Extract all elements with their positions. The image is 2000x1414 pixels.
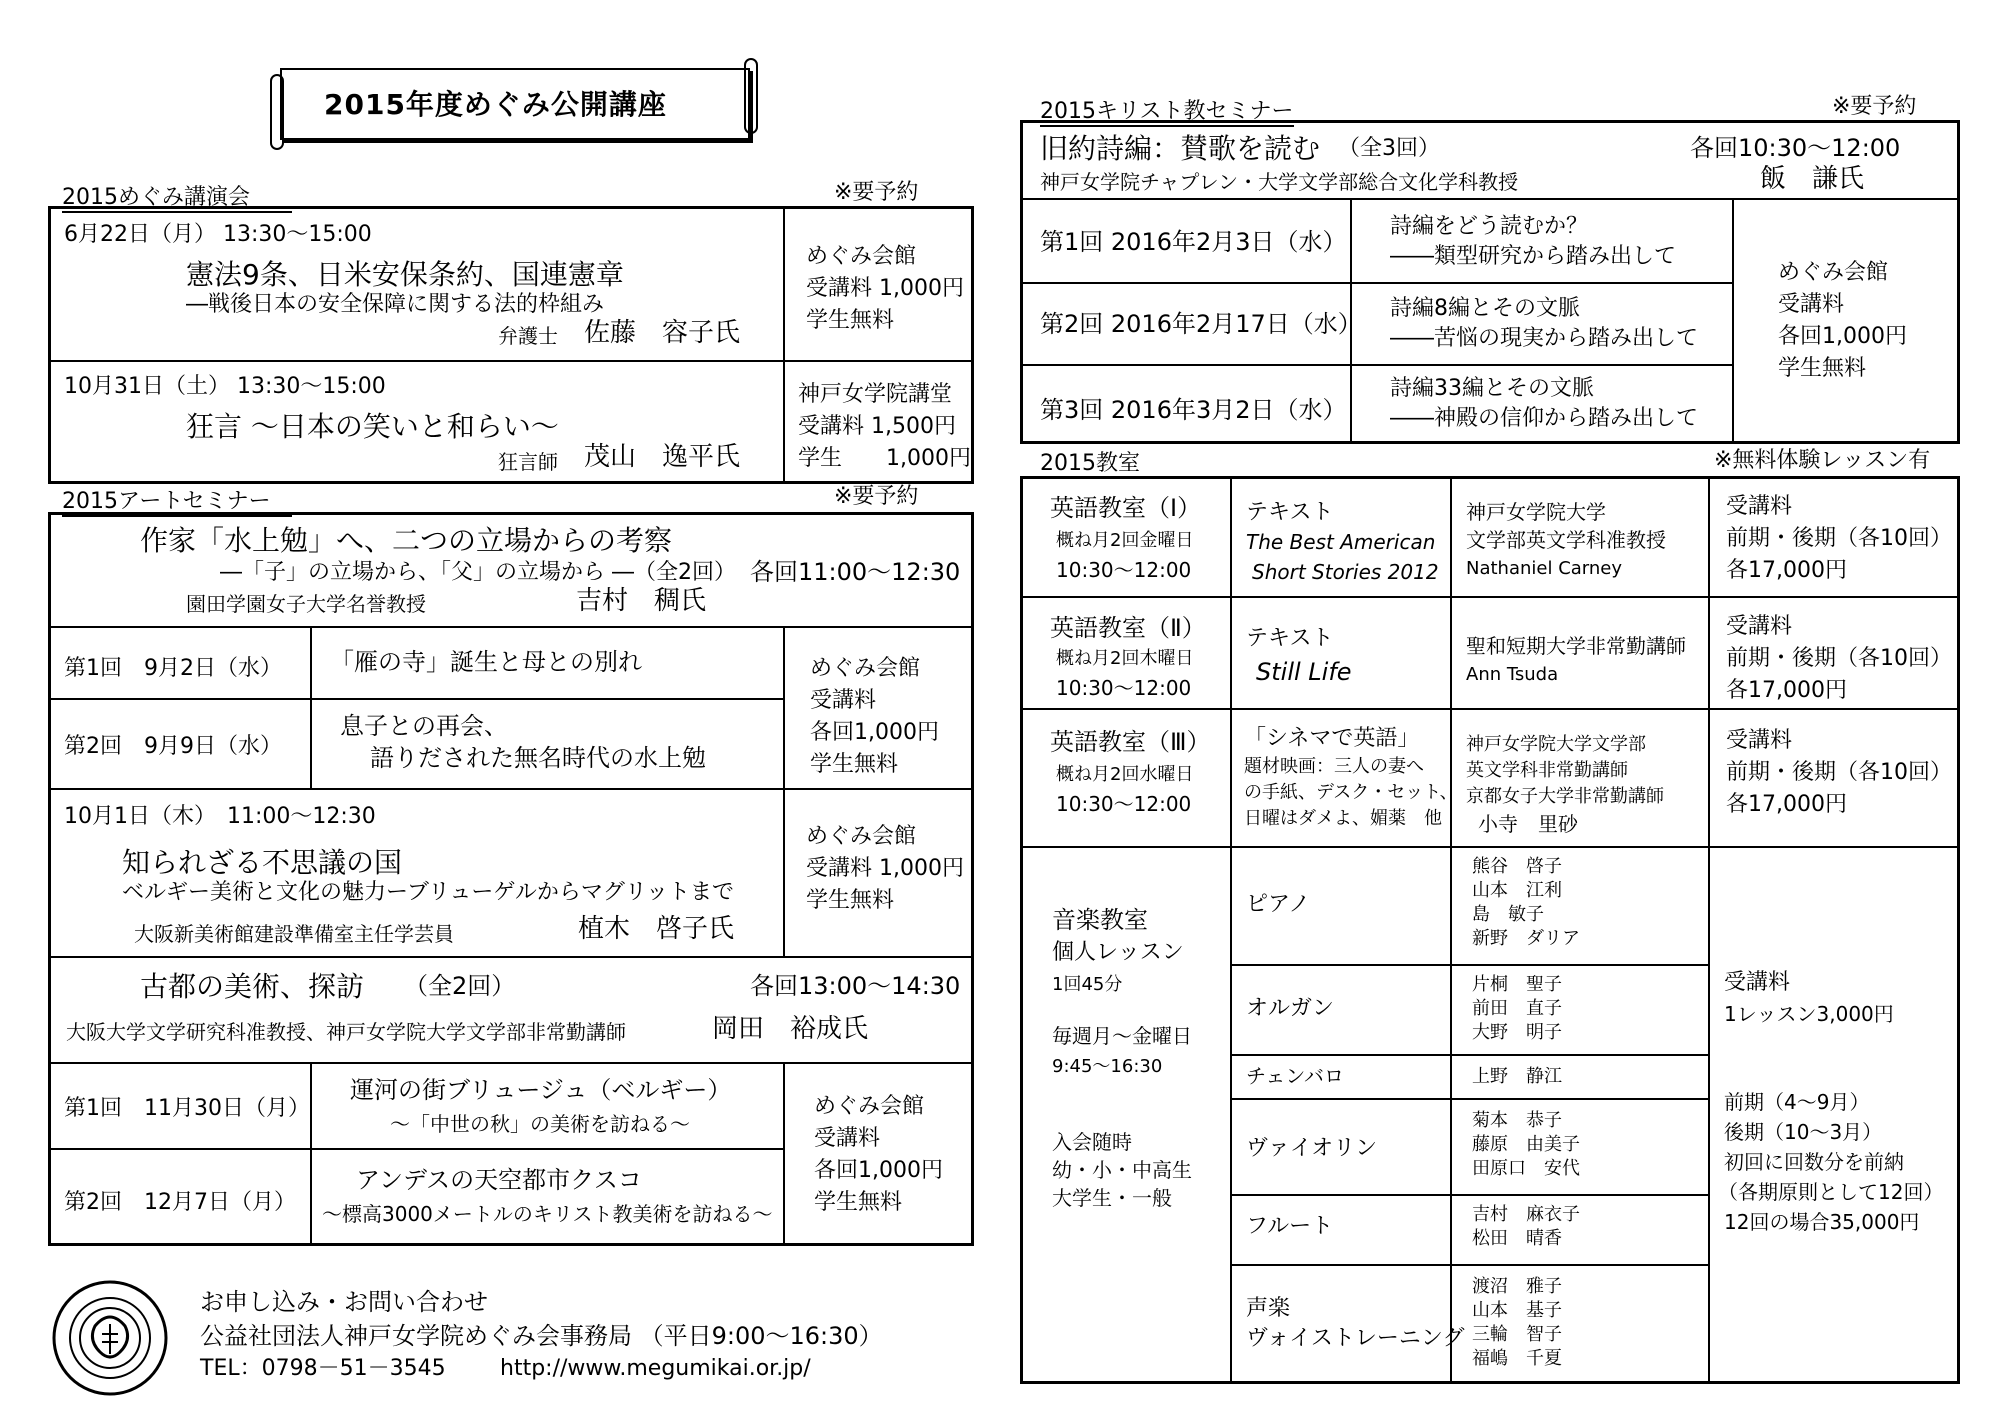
christian-speaker: 飯 謙氏	[1760, 164, 1865, 194]
divider	[783, 206, 785, 484]
lecture1-date: 6月22日（月） 13:30～15:00	[64, 222, 372, 247]
christian-s2-topic1: 詩編8編とその文脈	[1390, 296, 1580, 321]
contact-url[interactable]: http://www.megumikai.or.jp/	[500, 1356, 811, 1381]
english3-text-line2: の手紙、デスク・セット、	[1244, 782, 1458, 803]
divider	[48, 1148, 784, 1150]
art2-subtitle: ベルギー美術と文化の魅力ーブリューゲルからマグリットまで	[122, 880, 735, 905]
music-join2: 幼・小・中高生	[1052, 1158, 1192, 1182]
english2-text-label: テキスト	[1246, 626, 1334, 651]
lecture1-title: 憲法9条、日米安保条約、国連憲章	[186, 258, 624, 291]
instrument-voice-training: ヴォイストレーニング	[1246, 1326, 1465, 1351]
art2-affil: 大阪新美術館建設準備室主任学芸員	[134, 922, 454, 946]
organ-teacher: 片桐 聖子	[1472, 974, 1562, 995]
english3-time: 10:30～12:00	[1056, 792, 1192, 816]
english3-teacher-affil2: 英文学科非常勤講師	[1466, 760, 1628, 781]
music-hours: 9:45～16:30	[1052, 1056, 1163, 1077]
art3-s1-topic2: ～「中世の秋」の美術を訪ねる～	[390, 1112, 690, 1136]
instrument-vocal: 声楽	[1246, 1296, 1291, 1321]
instrument-flute: フルート	[1246, 1214, 1334, 1239]
flute-teacher: 吉村 麻衣子	[1472, 1204, 1580, 1225]
music-join3: 大学生・一般	[1052, 1186, 1172, 1210]
art1-venue: めぐみ会館	[810, 656, 921, 681]
organ-teacher: 前田 直子	[1472, 998, 1562, 1019]
piano-teacher: 山本 江利	[1472, 880, 1562, 901]
christian-s1-topic1: 詩編をどう読むか？	[1390, 214, 1589, 239]
english3-text-line3: 日曜はダメよ、媚薬 他	[1244, 808, 1442, 829]
art3-s2-date: 第2回 12月7日（月）	[64, 1190, 296, 1215]
divider	[48, 698, 784, 700]
english3-text-label: 「シネマで英語」	[1244, 726, 1420, 751]
art1-speaker: 吉村 稠氏	[576, 586, 707, 616]
divider	[48, 1062, 974, 1064]
lecture1-subtitle: ―戦後日本の安全保障に関する法的枠組み	[186, 292, 605, 317]
divider	[1020, 198, 1960, 200]
music-second-term: 後期（10～3月）	[1724, 1120, 1883, 1144]
english2-fee-terms: 前期・後期（各10回）	[1726, 646, 1952, 671]
christian-s2-date: 第2回 2016年2月17日（水）	[1040, 310, 1362, 338]
lecture2-title: 狂言 ～日本の笑いと和らい～	[186, 410, 559, 443]
christian-title: 旧約詩編：賛歌を読む	[1040, 132, 1321, 165]
english3-fee-amount: 各17,000円	[1726, 792, 1847, 817]
divider	[1020, 846, 1960, 848]
title-scroll-left	[270, 74, 284, 150]
art2-speaker: 植木 啓子氏	[578, 914, 735, 944]
contact-org: 公益社団法人神戸女学院めぐみ会事務局 （平日9:00～16:30）	[200, 1322, 883, 1350]
instrument-piano: ピアノ	[1246, 892, 1311, 917]
vocal-teacher: 山本 基子	[1472, 1300, 1562, 1321]
english2-schedule: 概ね月2回木曜日	[1056, 648, 1194, 669]
english1-teacher-affil1: 神戸女学院大学	[1466, 500, 1606, 524]
section-christian: 2015キリスト教セミナー	[1040, 94, 1294, 127]
vocal-teacher: 福嶋 千夏	[1472, 1348, 1562, 1369]
english1-teacher: Nathaniel Carney	[1466, 558, 1623, 579]
page-title: 2015年度めぐみ公開講座	[324, 88, 667, 121]
divider	[48, 360, 974, 362]
music-sub: 個人レッスン	[1052, 940, 1184, 965]
english2-text-title: Still Life	[1256, 658, 1352, 686]
english2-time: 10:30～12:00	[1056, 676, 1192, 700]
school-seal-logo	[50, 1278, 170, 1398]
divider	[1732, 198, 1734, 444]
divider	[1230, 1194, 1708, 1196]
flute-teacher: 松田 晴香	[1472, 1228, 1562, 1249]
english2-fee-amount: 各17,000円	[1726, 678, 1847, 703]
instrument-violin: ヴァイオリン	[1246, 1136, 1378, 1161]
music-days: 毎週月～金曜日	[1052, 1024, 1192, 1048]
lecture1-role: 弁護士	[498, 324, 558, 348]
art1-fee: 受講料	[810, 688, 877, 713]
music-fee-label: 受講料	[1724, 970, 1791, 995]
art1-title: 作家「水上勉」へ、二つの立場からの考察	[140, 524, 673, 557]
art3-speaker: 岡田 裕成氏	[712, 1014, 869, 1044]
lecture2-role: 狂言師	[498, 450, 558, 474]
art3-student: 学生無料	[814, 1190, 903, 1215]
art1-s1-topic: 「雁の寺」誕生と母との別れ	[330, 648, 642, 676]
english1-text-title1: The Best American	[1246, 530, 1436, 554]
contact-heading: お申し込み・お問い合わせ	[200, 1288, 488, 1316]
english1-teacher-affil2: 文学部英文学科准教授	[1466, 528, 1666, 552]
music-12-lessons-fee: 12回の場合35,000円	[1724, 1210, 1920, 1234]
title-banner	[280, 68, 750, 140]
christian-student: 学生無料	[1778, 356, 1867, 381]
english1-fee-terms: 前期・後期（各10回）	[1726, 526, 1952, 551]
reservation-note: ※要予約	[834, 484, 919, 509]
english2-fee-label: 受講料	[1726, 614, 1793, 639]
art3-s1-topic1: 運河の街ブリュージュ（ベルギー）	[350, 1076, 732, 1104]
lecture1-speaker: 佐藤 容子氏	[584, 318, 741, 348]
art1-fee-each: 各回1,000円	[810, 720, 939, 745]
divider	[1230, 1054, 1708, 1056]
art1-s2-date: 第2回 9月9日（水）	[64, 734, 282, 759]
christian-s1-topic2: ――類型研究から踏み出して	[1390, 244, 1677, 269]
music-duration: 1回45分	[1052, 974, 1123, 995]
divider	[1230, 964, 1708, 966]
section-art: 2015アートセミナー	[62, 484, 292, 517]
lecture2-speaker: 茂山 逸平氏	[584, 442, 741, 472]
section-lectures: 2015めぐみ講演会	[62, 180, 292, 213]
violin-teacher: 藤原 由美子	[1472, 1134, 1580, 1155]
lecture1-fee: 受講料 1,000円	[806, 276, 964, 301]
vocal-teacher: 渡沼 雅子	[1472, 1276, 1562, 1297]
instrument-cembalo: チェンバロ	[1246, 1064, 1344, 1088]
english1-text-title2: Short Stories 2012	[1252, 560, 1439, 584]
art1-student: 学生無料	[810, 752, 899, 777]
divider	[1230, 1264, 1708, 1266]
christian-s3-topic1: 詩編33編とその文脈	[1390, 376, 1594, 401]
music-name: 音楽教室	[1052, 906, 1148, 934]
christian-s2-topic2: ――苦悩の現実から踏み出して	[1390, 326, 1699, 351]
music-fee-per-lesson: 1レッスン3,000円	[1724, 1002, 1894, 1026]
divider	[783, 1062, 785, 1246]
violin-teacher: 菊本 恭子	[1472, 1110, 1562, 1131]
seal-icon	[50, 1278, 170, 1398]
organ-teacher: 大野 明子	[1472, 1022, 1562, 1043]
divider	[1230, 1098, 1708, 1100]
art1-affil: 園田学園女子大学名誉教授	[186, 592, 426, 616]
music-prepay-note: 初回に回数分を前納	[1724, 1150, 1904, 1174]
christian-count: （全3回）	[1338, 136, 1440, 161]
divider	[310, 626, 312, 788]
art3-s2-topic1: アンデスの天空都市クスコ	[356, 1166, 642, 1194]
art1-s2-topic2: 語りだされた無名時代の水上勉	[370, 744, 706, 772]
lecture2-date: 10月31日（土） 13:30～15:00	[64, 374, 386, 399]
reservation-note: ※要予約	[1832, 94, 1917, 119]
section-classes: 2015教室	[1040, 446, 1140, 479]
title-scroll-right	[744, 58, 758, 134]
christian-venue: めぐみ会館	[1778, 260, 1889, 285]
christian-time: 各回10:30～12:00	[1690, 134, 1901, 162]
english1-fee-label: 受講料	[1726, 494, 1793, 519]
art3-affil: 大阪大学文学研究科准教授、神戸女学院大学文学部非常勤講師	[66, 1020, 626, 1044]
christian-s1-date: 第1回 2016年2月3日（水）	[1040, 228, 1347, 256]
music-first-term: 前期（4～9月）	[1724, 1090, 1870, 1114]
art3-time: 各回13:00～14:30	[750, 972, 961, 1000]
music-term-note: （各期原則として12回）	[1718, 1180, 1944, 1204]
contact-tel: TEL：0798－51－3545	[200, 1356, 446, 1381]
lecture1-venue: めぐみ会館	[806, 244, 917, 269]
cembalo-teacher: 上野 静江	[1472, 1066, 1562, 1087]
violin-teacher: 田原口 安代	[1472, 1158, 1580, 1179]
english2-teacher-affil: 聖和短期大学非常勤講師	[1466, 634, 1686, 658]
english3-fee-label: 受講料	[1726, 728, 1793, 753]
divider	[1708, 476, 1710, 1384]
lecture2-venue: 神戸女学院講堂	[798, 382, 953, 407]
trial-lesson-note: ※無料体験レッスン有	[1714, 448, 1931, 473]
english1-time: 10:30～12:00	[1056, 558, 1192, 582]
divider	[48, 956, 974, 958]
divider	[1020, 282, 1732, 284]
english3-schedule: 概ね月2回水曜日	[1056, 764, 1194, 785]
christian-fee: 受講料	[1778, 292, 1845, 317]
divider	[1020, 364, 1732, 366]
english1-fee-amount: 各17,000円	[1726, 558, 1847, 583]
art2-student: 学生無料	[806, 888, 895, 913]
divider	[1450, 476, 1452, 1384]
art1-time: 各回11:00～12:30	[750, 558, 961, 586]
english3-teacher-affil3: 京都女子大学非常勤講師	[1466, 786, 1664, 807]
english2-name: 英語教室（Ⅱ）	[1050, 614, 1206, 642]
english3-teacher-affil1: 神戸女学院大学文学部	[1466, 734, 1646, 755]
english1-schedule: 概ね月2回金曜日	[1056, 530, 1194, 551]
music-join1: 入会随時	[1052, 1130, 1132, 1154]
art3-title: 古都の美術、探訪	[140, 970, 365, 1003]
divider	[1230, 476, 1232, 1384]
divider	[48, 788, 974, 790]
art1-s1-date: 第1回 9月2日（水）	[64, 656, 282, 681]
english3-teacher: 小寺 里砂	[1478, 812, 1578, 836]
art3-fee-each: 各回1,000円	[814, 1158, 943, 1183]
art3-s2-topic2: ～標高3000メートルのキリスト教美術を訪ねる～	[322, 1202, 773, 1226]
christian-s3-topic2: ――神殿の信仰から踏み出して	[1390, 406, 1699, 431]
divider	[1020, 596, 1960, 598]
christian-affil: 神戸女学院チャプレン・大学文学部総合文化学科教授	[1040, 170, 1519, 194]
divider	[783, 626, 785, 956]
divider	[48, 626, 974, 628]
english2-teacher: Ann Tsuda	[1466, 664, 1559, 685]
art3-venue: めぐみ会館	[814, 1094, 925, 1119]
english3-fee-terms: 前期・後期（各10回）	[1726, 760, 1952, 785]
art3-fee: 受講料	[814, 1126, 881, 1151]
art3-s1-date: 第1回 11月30日（月）	[64, 1096, 310, 1121]
english1-name: 英語教室（Ⅰ）	[1050, 494, 1202, 522]
art1-s2-topic1: 息子との再会、	[340, 712, 508, 740]
christian-fee-each: 各回1,000円	[1778, 324, 1907, 349]
art2-date: 10月1日（木） 11:00～12:30	[64, 804, 376, 829]
instrument-organ: オルガン	[1246, 996, 1335, 1021]
reservation-note: ※要予約	[834, 180, 919, 205]
christian-s3-date: 第3回 2016年3月2日（水）	[1040, 396, 1347, 424]
art2-venue: めぐみ会館	[806, 824, 917, 849]
divider	[310, 1062, 312, 1246]
art2-fee: 受講料 1,000円	[806, 856, 964, 881]
piano-teacher: 島 敏子	[1472, 904, 1544, 925]
lecture1-student: 学生無料	[806, 308, 895, 333]
lecture2-fee: 受講料 1,500円	[798, 414, 956, 439]
art1-subtitle: ―「子」の立場から、「父」の立場から ―（全2回）	[220, 560, 736, 585]
vocal-teacher: 三輪 智子	[1472, 1324, 1562, 1345]
piano-teacher: 新野 ダリア	[1472, 928, 1580, 949]
art2-title: 知られざる不思議の国	[122, 846, 403, 879]
art3-count: （全2回）	[404, 972, 516, 1000]
english1-text-label: テキスト	[1246, 500, 1334, 525]
english3-text-line1: 題材映画：三人の妻へ	[1244, 756, 1424, 777]
piano-teacher: 熊谷 啓子	[1472, 856, 1562, 877]
lecture2-student: 学生 1,000円	[798, 446, 971, 471]
english3-name: 英語教室（Ⅲ）	[1050, 728, 1211, 756]
divider	[1020, 708, 1960, 710]
